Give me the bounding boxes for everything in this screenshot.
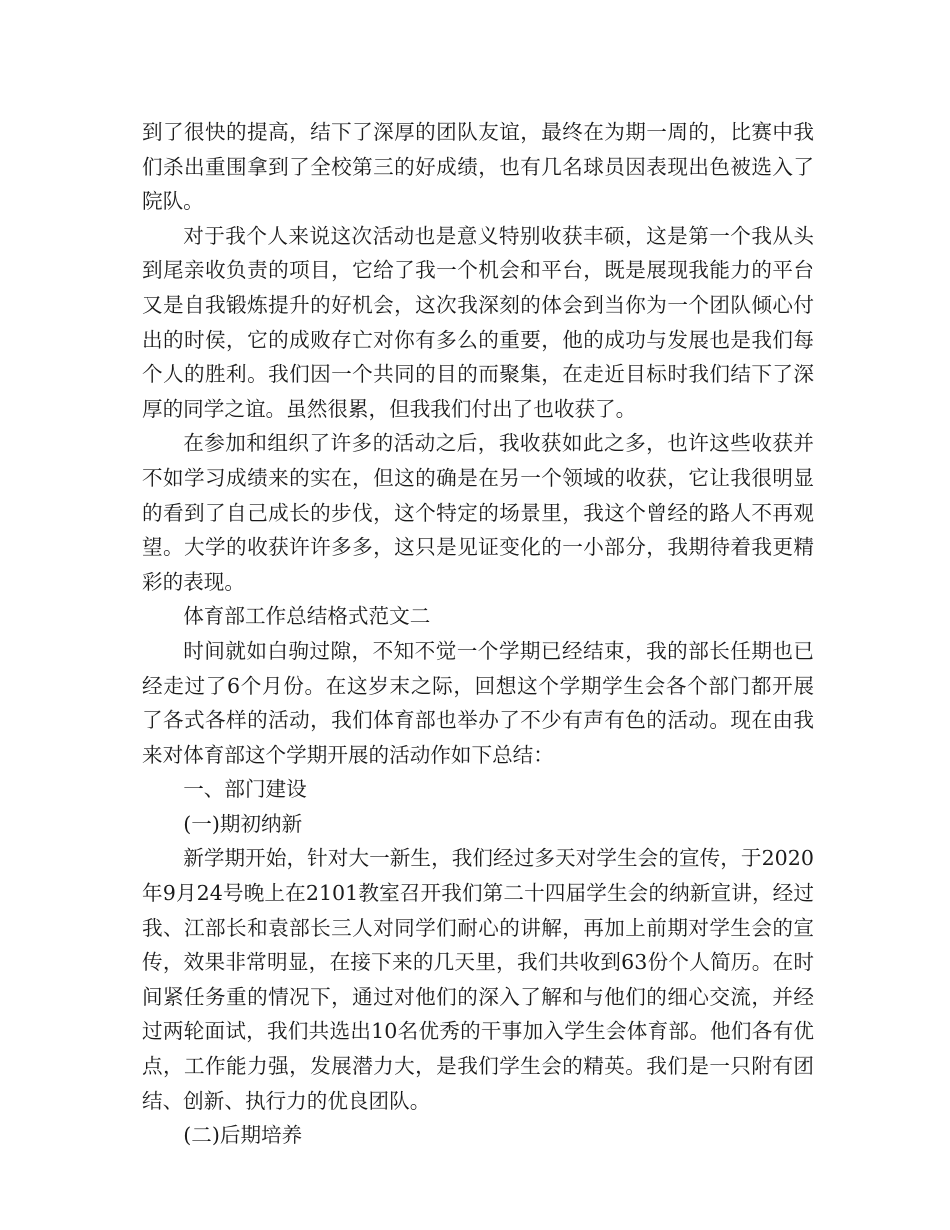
- heading-department-building: 一、部门建设: [183, 777, 307, 802]
- paragraph-intro: 时间就如白驹过隙，不知不觉一个学期已经结束，我的部长任期也已经走过了6个月份。在这岁末之际，回想这个学期学生会各个部门都开展了各式各样的活动，我们体育部也举办了不少有声有色的活动。现在由我来对体育部这个学期开展的活动作如下总结：: [142, 638, 814, 767]
- paragraph-recruitment: 新学期开始，针对大一新生，我们经过多天对学生会的宣传，于2020年9月24号晚上在2101教室召开我们第二十四届学生会的纳新宣讲，经过我、江部长和袁部长三人对同学们耐心的讲解，再加上前期对学生会的宣传，效果非常明显，在接下来的几天里，我们共收到63份个人简历。在时间紧任务重的情况下，通过对他们的深入了解和与他们的细心交流，并经过两轮面试，我们共选出10名优秀的干事加入学生会体育部。他们各有优点，工作能力强，发展潜力大，是我们学生会的精英。我们是一只附有团结、创新、执行力的优良团队。: [142, 846, 814, 1113]
- heading-training: (二)后期培养: [183, 1123, 303, 1148]
- paragraph-growth: 在参加和组织了许多的活动之后，我收获如此之多，也许这些收获并不如学习成绩来的实在，但这的确是在另一个领域的收获，它让我很明显的看到了自己成长的步伐，这个特定的场景里，我这个曾经的路人不再观望。大学的收获许许多多，这只是见证变化的一小部分，我期待着我更精彩的表现。: [142, 431, 814, 594]
- paragraph-personal-reflection: 对于我个人来说这次活动也是意义特别收获丰硕，这是第一个我从头到尾亲收负责的项目，它给了我一个机会和平台，既是展现我能力的平台又是自我锻炼提升的好机会，这次我深刻的体会到当你为一个团队倾心付出的时侯，它的成败存亡对你有多么的重要，他的成功与发展也是我们每个人的胜利。我们因一个共同的目的而聚集，在走近目标时我们结下了深厚的同学之谊。虽然很累，但我我们付出了也收获了。: [142, 223, 814, 421]
- section-title: 体育部工作总结格式范文二: [183, 604, 431, 629]
- document-page: [142, 115, 814, 1153]
- paragraph-continuation: 到了很快的提高，结下了深厚的团队友谊，最终在为期一周的，比赛中我们杀出重围拿到了全校第三的好成绩，也有几名球员因表现出色被选入了院队。: [142, 120, 814, 214]
- heading-recruitment: (一)期初纳新: [183, 811, 303, 836]
